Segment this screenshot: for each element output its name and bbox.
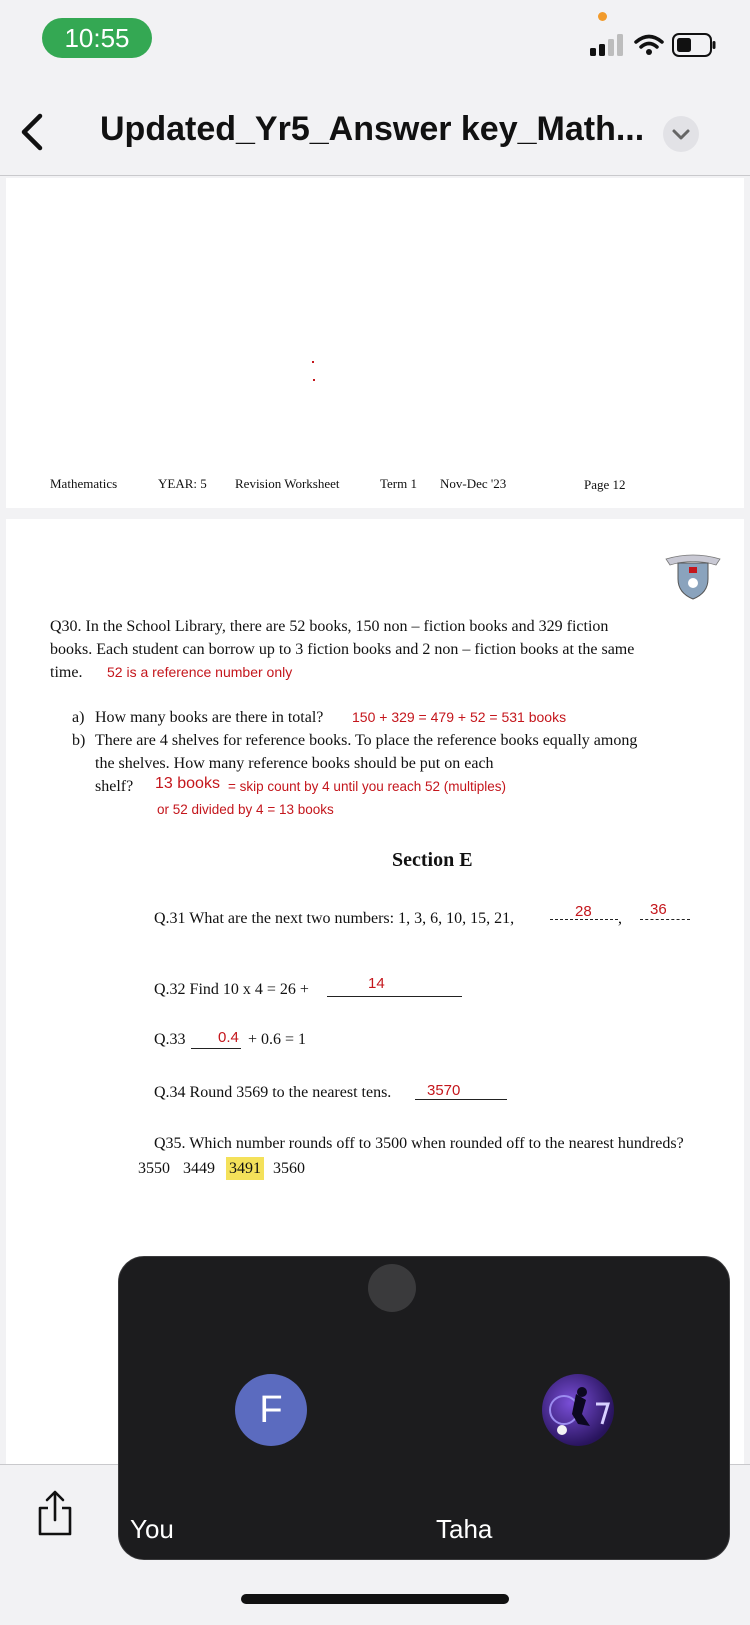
cellular-signal-icon	[590, 34, 626, 56]
back-chevron-icon[interactable]	[16, 108, 48, 156]
call-overlay[interactable]	[118, 1256, 730, 1560]
footer-term: Term 1	[380, 476, 417, 491]
q30-line2: books. Each student can borrow up to 3 fiction books and 2 non – fiction books at the same	[50, 641, 635, 658]
share-icon[interactable]	[34, 1490, 76, 1538]
title-menu-button[interactable]	[663, 116, 699, 152]
q35-option-4: 3560	[273, 1160, 305, 1177]
q30b-label: b)	[72, 732, 86, 749]
q30b-answer-note: = skip count by 4 until you reach 52 (multiples)	[228, 779, 507, 794]
q35-option-1: 3550	[138, 1160, 170, 1177]
q31-answer-2: 36	[650, 901, 667, 918]
q34-question: Q.34 Round 3569 to the nearest tens.	[154, 1084, 392, 1101]
school-crest-icon	[662, 553, 724, 601]
q30a-question: How many books are there in total?	[95, 709, 324, 726]
header-divider	[0, 175, 750, 176]
q30a-label: a)	[72, 709, 85, 726]
privacy-indicator-dot	[598, 12, 607, 21]
q30b-answer: 13 books	[155, 775, 220, 792]
q35-question: Q35. Which number rounds off to 3500 when rounded off to the nearest hundreds?	[154, 1135, 684, 1152]
q30-annotation: 52 is a reference number only	[107, 664, 293, 680]
q30b-line2: the shelves. How many reference books should be put on each	[95, 755, 494, 772]
footer-year: YEAR: 5	[158, 476, 207, 491]
footer-date: Nov-Dec '23	[440, 476, 507, 491]
q31-answer-1: 28	[575, 903, 592, 920]
q35-option-3-highlighted: 3491	[226, 1157, 264, 1180]
section-title: Section E	[392, 849, 473, 871]
q33-blank	[191, 1047, 241, 1049]
home-indicator[interactable]	[241, 1594, 509, 1604]
avatar-taha	[542, 1374, 614, 1446]
q32-blank	[327, 995, 462, 997]
q30b-answer-alt: or 52 divided by 4 = 13 books	[157, 802, 334, 817]
footer-subject: Mathematics	[50, 476, 118, 491]
q30-line3: time.	[50, 664, 83, 681]
call-drag-handle[interactable]	[368, 1264, 416, 1312]
q34-answer: 3570	[427, 1082, 461, 1099]
q32-question: Q.32 Find 10 x 4 = 26 +	[154, 981, 309, 998]
q35-option-2: 3449	[183, 1160, 215, 1177]
avatar-taha-image	[542, 1374, 614, 1446]
q33-label: Q.33	[154, 1031, 186, 1048]
call-label-you: You	[130, 1514, 174, 1544]
document-page-previous	[6, 178, 744, 508]
q31-comma: ,	[618, 910, 622, 927]
stray-mark	[312, 361, 316, 383]
avatar-you: F	[235, 1374, 307, 1446]
q30a-answer: 150 + 329 = 479 + 52 = 531 books	[352, 709, 567, 725]
q33-rest: + 0.6 = 1	[248, 1031, 307, 1048]
footer-worksheet: Revision Worksheet	[235, 476, 340, 491]
q30-line1: Q30. In the School Library, there are 52 books, 150 non – fiction books and 329 fiction	[50, 618, 609, 635]
q31-blank-2	[640, 918, 690, 920]
q30b-line3: shelf?	[95, 778, 134, 795]
status-time: 10:55	[42, 18, 152, 58]
call-label-taha: Taha	[436, 1514, 493, 1544]
q32-answer: 14	[368, 975, 385, 992]
wifi-icon	[634, 34, 664, 56]
battery-icon	[672, 33, 716, 57]
footer-page: Page 12	[584, 477, 626, 492]
q33-answer: 0.4	[218, 1029, 239, 1046]
chevron-down-icon	[663, 116, 699, 152]
document-title: Updated_Yr5_Answer key_Math...	[100, 110, 645, 148]
q30b-line1: There are 4 shelves for reference books. To place the reference books equally among	[95, 732, 638, 749]
q31-question: Q.31 What are the next two numbers: 1, 3, 6, 10, 15, 21,	[154, 910, 515, 927]
